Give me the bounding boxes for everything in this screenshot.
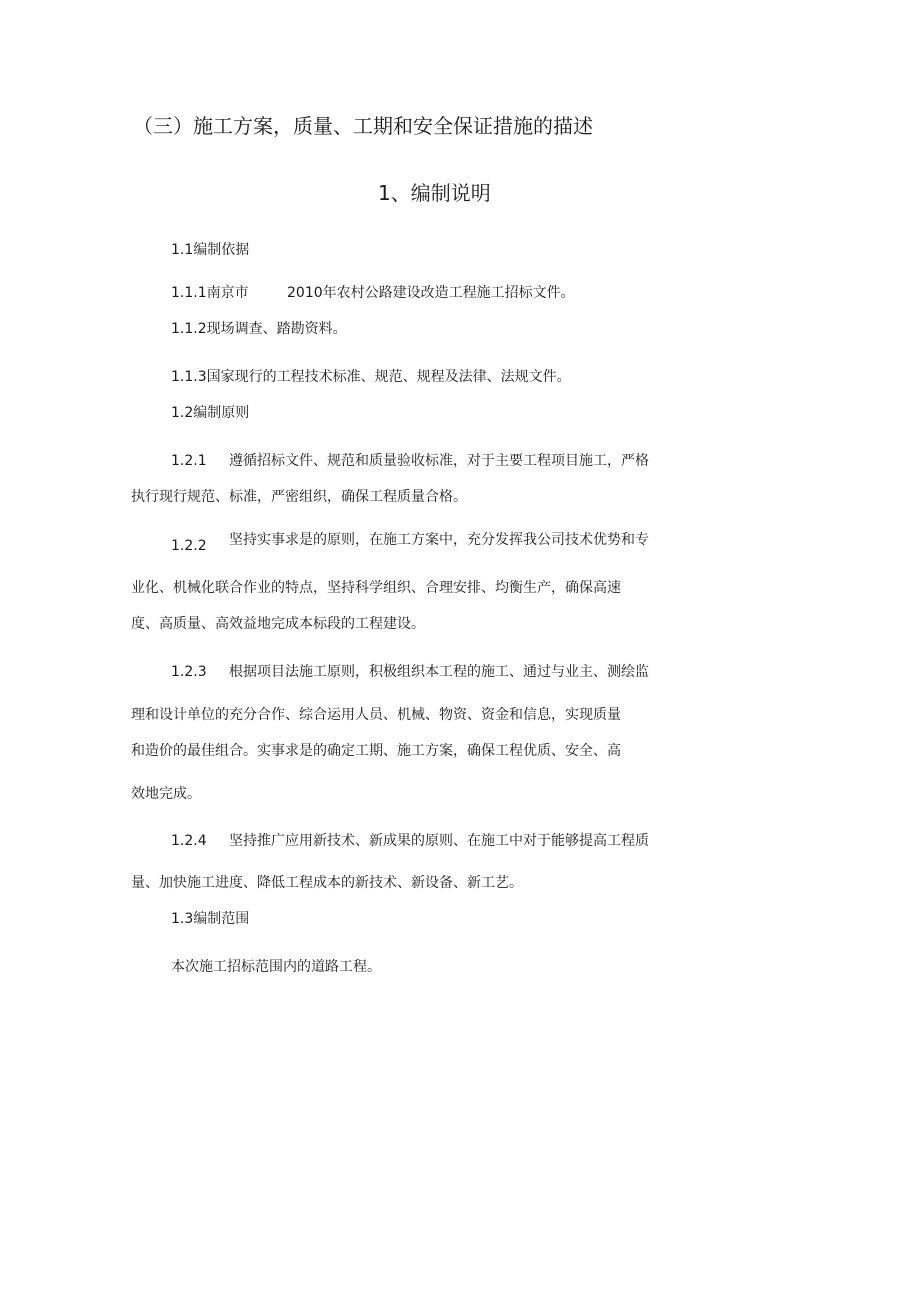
item-1-1-3: 1.1.3国家现行的工程技术标准、规范、规程及法律、法规文件。: [171, 369, 571, 385]
item-1-2-4-number: 1.2.4: [171, 833, 207, 849]
item-1-2-2-number: 1.2.2: [171, 538, 207, 554]
heading-1-1: 1.1编制依据: [171, 242, 250, 258]
item-1-2-2-line-2: 业化、机械化联合作业的特点，坚持科学组织、合理安排、均衡生产，确保高速: [131, 580, 621, 596]
item-1-1-1-text: 2010年农村公路建设改造工程施工招标文件。: [287, 285, 575, 301]
item-1-2-3-number: 1.2.3: [171, 664, 207, 680]
item-1-2-4-line-1: 坚持推广应用新技术、新成果的原则、在施工中对于能够提高工程质: [229, 833, 649, 849]
item-1-2-3-line-3: 和造价的最佳组合。实事求是的确定工期、施工方案，确保工程优质、安全、高: [131, 743, 621, 759]
item-1-2-3-line-4: 效地完成。: [131, 786, 201, 802]
scope-text: 本次施工招标范围内的道路工程。: [171, 959, 381, 975]
item-1-2-2-line-3: 度、高质量、高效益地完成本标段的工程建设。: [131, 616, 425, 632]
heading-1-3: 1.3编制范围: [171, 911, 250, 927]
item-1-2-3-line-2: 理和设计单位的充分合作、综合运用人员、机械、物资、资金和信息，实现质量: [131, 707, 621, 723]
item-1-2-2-line-1: 坚持实事求是的原则，在施工方案中，充分发挥我公司技术优势和专: [229, 532, 649, 548]
item-1-1-2: 1.1.2现场调查、踏勘资料。: [171, 321, 347, 337]
item-1-2-4-line-2: 量、加快施工进度、降低工程成本的新技术、新设备、新工艺。: [131, 875, 523, 891]
item-1-2-1-line-2: 执行现行规范、标准，严密组织，确保工程质量合格。: [131, 489, 467, 505]
item-1-2-1-line-1: 遵循招标文件、规范和质量验收标准，对于主要工程项目施工，严格: [229, 453, 649, 469]
item-1-2-1-number: 1.2.1: [171, 453, 207, 469]
section-heading: 1、编制说明: [378, 181, 491, 205]
heading-1-2: 1.2编制原则: [171, 405, 250, 421]
document-title: （三）施工方案，质量、工期和安全保证措施的描述: [133, 114, 593, 138]
item-1-1-1-number: 1.1.1南京市: [171, 285, 249, 301]
item-1-2-3-line-1: 根据项目法施工原则，积极组织本工程的施工、通过与业主、测绘监: [229, 664, 649, 680]
